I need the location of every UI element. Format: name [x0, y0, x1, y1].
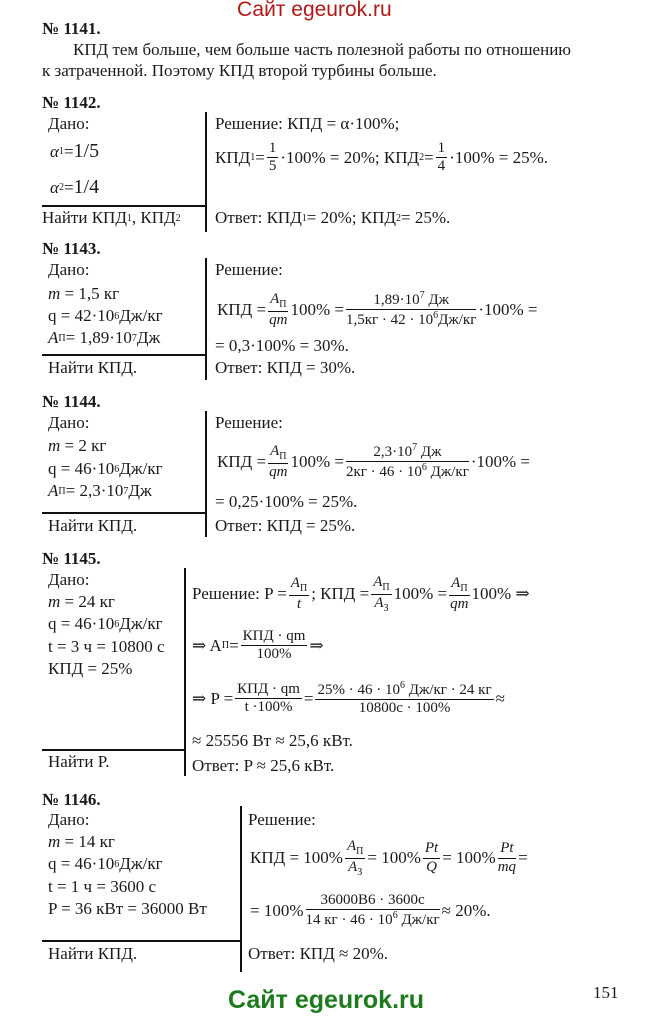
text-line: КПД тем больше, чем больше часть полезной работы по отношению: [73, 40, 571, 59]
find-label: Найти КПД.: [48, 358, 138, 377]
given-line: A П = 1,89·10 7 Дж: [48, 328, 161, 347]
separator-horizontal: [42, 354, 207, 356]
page-number: 151: [593, 983, 619, 1002]
given-line: q = 46·10 6 Дж/кг: [48, 614, 163, 633]
given-line: A П = 2,3·10 7 Дж: [48, 481, 152, 500]
separator-horizontal: [42, 940, 242, 942]
formula: Решение: P = $\frac{A_П}{t}$ ; КПД = $\frac{A_П}{A_З}$ 100% = $\frac{A_П}{qm}$ 100% ⇒: [192, 574, 530, 614]
given-line: m = 24 кг: [48, 592, 115, 611]
solution-line: Решение: КПД = α·100%;: [215, 114, 400, 133]
problem-number-1143: № 1143.: [42, 239, 101, 258]
problem-number-1141: № 1141.: [42, 19, 101, 38]
answer-line: Ответ: КПД = 25%.: [215, 516, 356, 535]
given-line: q = 42·10 6 Дж/кг: [48, 306, 163, 325]
given-line: m = 1,5 кг: [48, 284, 120, 303]
find-label: Найти P.: [48, 752, 110, 771]
separator-vertical: [240, 806, 242, 972]
separator-vertical: [184, 568, 186, 776]
separator-horizontal: [42, 512, 207, 514]
separator-vertical: [205, 112, 207, 232]
find-label: Найти КПД.: [48, 944, 138, 963]
formula-line: ≈ 25556 Вт ≈ 25,6 кВт.: [192, 731, 353, 750]
given-label: Дано:: [48, 810, 90, 829]
given-line: P = 36 кВт = 36000 Вт: [48, 899, 207, 918]
solution-label: Решение:: [215, 413, 283, 432]
given-label: Дано:: [48, 570, 90, 589]
given-line: t = 3 ч = 10800 с: [48, 637, 165, 656]
given-label: Дано:: [48, 114, 90, 133]
separator-vertical: [205, 411, 207, 537]
problem-number-1145: № 1145.: [42, 549, 101, 568]
answer-line: Ответ: P ≈ 25,6 кВт.: [192, 756, 335, 775]
formula: КПД = $\frac{A_П}{qm}$ 100% = $\frac{2,3\cdot 10^7 Дж}{2кг \cdot 46 \cdot 10^6 Дж/кг}$ ·100% =: [217, 442, 531, 481]
separator-vertical: [205, 258, 207, 380]
problem-number-1144: № 1144.: [42, 392, 101, 411]
given-label: Дано:: [48, 260, 90, 279]
formula: ⇒ P = $\frac{\text{КПД · qm}}{t \cdot 100\%}$ = $\frac{25\% \cdot 46 \cdot 10^6 Дж/кг \cdot 24 кг}{10800с \cdot 100\%}$ ≈: [192, 680, 505, 717]
answer-line: Ответ: КПД ≈ 20%.: [248, 944, 389, 963]
separator-horizontal: [42, 205, 207, 207]
solution-label: Решение:: [215, 260, 283, 279]
watermark-bottom: Сайт egeurok.ru: [228, 986, 425, 1014]
find-label: Найти КПД.: [48, 516, 138, 535]
separator-horizontal: [42, 749, 186, 751]
watermark-top: Сайт egeurok.ru: [237, 0, 392, 21]
given-alpha1: α 1 = 1/5: [50, 140, 100, 162]
given-line: m = 14 кг: [48, 832, 115, 851]
given-label: Дано:: [48, 413, 90, 432]
formula: ⇒ A П = $\frac{\text{КПД · qm}}{100\%}$ ⇒: [192, 628, 324, 663]
problem-number-1142: № 1142.: [42, 93, 101, 112]
solution-label: Решение:: [248, 810, 316, 829]
formula: КПД = 100% $\frac{A_П}{A_З}$ = 100% $\frac{Pt}{Q}$ = 100% $\frac{Pt}{mq}$ =: [250, 838, 528, 878]
given-line: q = 46·10 6 Дж/кг: [48, 854, 163, 873]
find-label: Найти КПД 1 , КПД 2: [42, 208, 181, 227]
given-line: m = 2 кг: [48, 436, 107, 455]
given-line: q = 46·10 6 Дж/кг: [48, 459, 163, 478]
problem-number-1146: № 1146.: [42, 790, 101, 809]
given-line: КПД = 25%: [48, 659, 133, 678]
formula: КПД = $\frac{A_П}{qm}$ 100% = $\frac{1,89\cdot 10^7 Дж}{1,5кг \cdot 42 \cdot 10^6Дж/кг}$ ·100% =: [217, 290, 538, 329]
formula: КПД 1 = $\frac{1}{5}$ ·100% = 20%; КПД 2 = $\frac{1}{4}$ ·100% = 25%.: [215, 140, 548, 175]
formula-line: = 0,25·100% = 25%.: [215, 492, 358, 511]
given-alpha2: α 2 = 1/4: [50, 176, 100, 198]
formula: = 100% $\frac{36000В6 \cdot 3600с}{14 кг \cdot 46 \cdot 10^6 Дж/кг}$ ≈ 20%.: [250, 892, 491, 929]
answer-line: Ответ: КПД 1 = 20%; КПД 2 = 25%.: [215, 208, 451, 227]
answer-line: Ответ: КПД = 30%.: [215, 358, 356, 377]
text-line: к затраченной. Поэтому КПД второй турбины больше.: [42, 61, 437, 80]
given-line: t = 1 ч = 3600 с: [48, 877, 156, 896]
formula-line: = 0,3·100% = 30%.: [215, 336, 349, 355]
